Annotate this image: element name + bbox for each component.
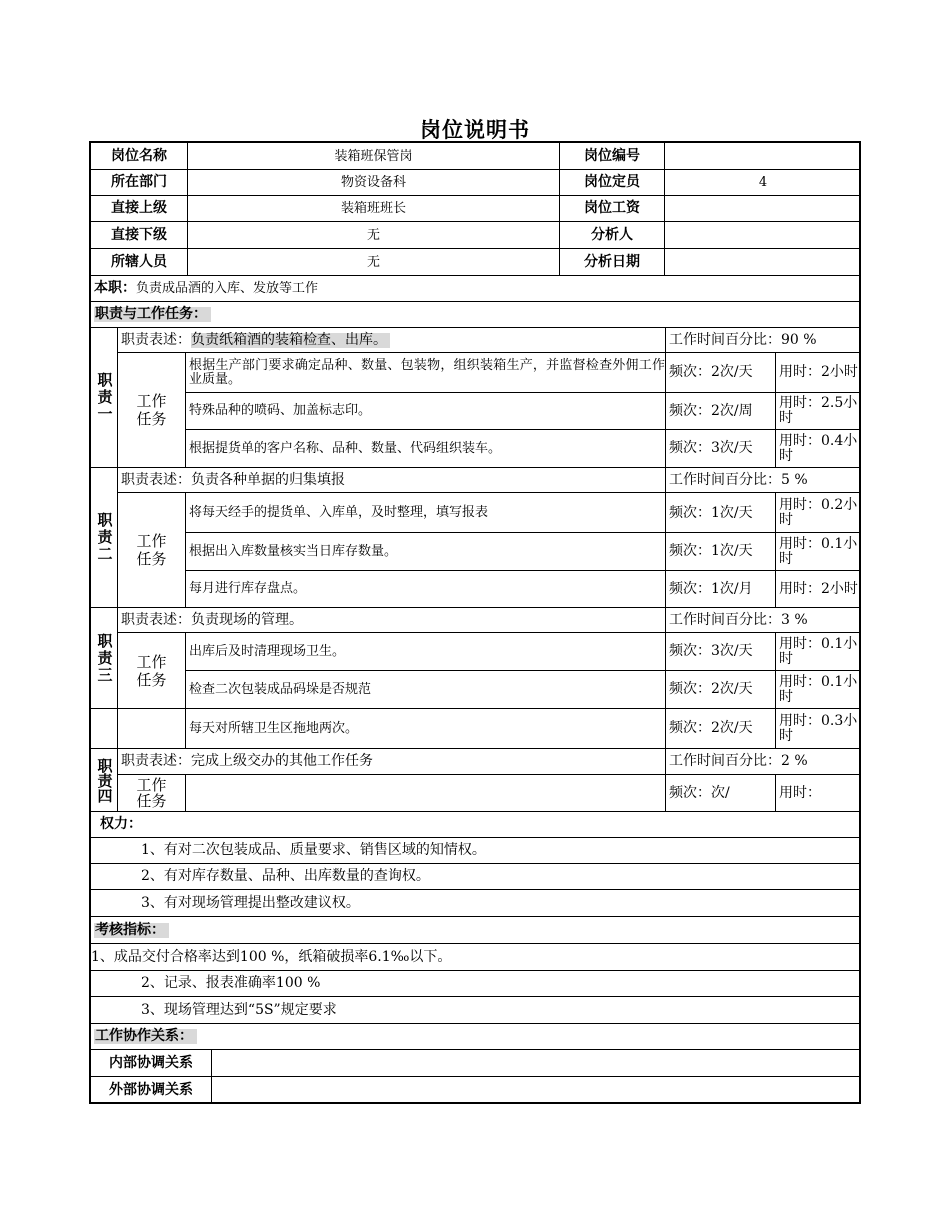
authority-item-1: 1、有对二次包装成品、质量要求、销售区域的知情权。 [91,838,861,864]
duty-3-name [91,608,118,709]
kpi-item-2: 2、记录、报表准确率100 % [91,971,861,997]
quota-label: 岗位定员 [560,170,665,196]
staff-label: 所辖人员 [91,249,188,276]
duty-4-task-label-text: 工作任务 [136,776,167,810]
post-no-value [665,143,861,170]
duty-2-task-2-freq: 频次：1次/天 [666,533,776,571]
duty-3-task-3: 每天对所辖卫生区拖地两次。 [186,709,666,749]
tasks-heading: 职责与工作任务： [94,307,211,322]
duty-4-percent: 工作时间百分比：2 % [666,749,861,775]
duty-3-percent: 工作时间百分比：3 % [666,608,861,633]
authority-item-2: 2、有对库存数量、品种、出库数量的查询权。 [91,864,861,890]
page-title: 岗位说明书 [420,118,530,142]
duty-1-name [91,328,118,468]
duty-1-task-3-time: 用时：0.4小时 [776,430,861,468]
duty-2-task-3-freq: 频次：1次/月 [666,571,776,608]
kpi-item-1: 1、成品交付合格率达到100 %，纸箱破损率6.1‰以下。 [91,944,861,971]
superior-value: 装箱班班长 [188,196,560,222]
blank-cell-b [118,709,186,749]
duty-4-name-text: 职责四 [95,757,114,803]
duty-1-task-2: 特殊品种的喷码、加盖标志印。 [186,393,666,430]
analyst-label: 分析人 [560,222,665,249]
duty-1-desc-label: 职责表述： [121,331,191,348]
duty-2-task-label [118,493,186,608]
authority-heading-row [91,812,861,838]
duty-3-task-label [118,633,186,709]
duty-3-task-3-time: 用时：0.3小时 [776,709,861,749]
coop-external-label: 外部协调关系 [91,1077,212,1104]
date-value [665,249,861,276]
duty-4-name [91,749,118,812]
duty-3-task-label-text: 工作任务 [136,652,167,689]
kpi-heading-row [91,917,861,944]
duty-2-task-3-time: 用时：2小时 [776,571,861,608]
duty-3-task-3-freq: 频次：2次/天 [666,709,776,749]
duty-3-name-text: 职责三 [95,632,114,684]
duty-3-desc: 负责现场的管理。 [191,611,303,628]
duty-2-name-text: 职责二 [95,512,114,563]
kpi-item-3: 3、现场管理达到“5S”规定要求 [91,997,861,1024]
wage-value [665,196,861,222]
wage-label: 岗位工资 [560,196,665,222]
post-name-value: 装箱班保管岗 [188,143,560,170]
duty-4-task-1-freq: 频次：次/ [666,775,776,812]
duty-4-task-1-time: 用时： [776,775,861,812]
date-label: 分析日期 [560,249,665,276]
duty-2-task-1-freq: 频次：1次/天 [666,493,776,533]
duty-3-task-2-time: 用时：0.1小时 [776,671,861,709]
authority-item-3: 3、有对现场管理提出整改建议权。 [91,890,861,917]
coop-label: 工作协作关系： [94,1029,197,1044]
duty-2-task-2-time: 用时：0.1小时 [776,533,861,571]
duty-2-task-1: 将每天经手的提货单、入库单，及时整理，填写报表 [186,493,666,533]
duty-summary-label: 本职： [94,280,136,296]
duty-2-task-label-text: 工作任务 [136,532,167,568]
duty-4-desc: 完成上级交办的其他工作任务 [191,753,373,769]
coop-internal-label: 内部协调关系 [91,1050,212,1077]
duty-3-task-2-freq: 频次：2次/天 [666,671,776,709]
coop-internal-value [212,1050,861,1077]
coop-heading-row [91,1024,861,1050]
duty-3-task-1-time: 用时：0.1小时 [776,633,861,671]
duty-4-desc-label: 职责表述： [121,753,191,769]
subordinate-value: 无 [188,222,560,249]
kpi-label: 考核指标： [94,923,169,938]
duty-1-task-label [118,353,186,468]
duty-2-task-1-time: 用时：0.2小时 [776,493,861,533]
post-no-label: 岗位编号 [560,143,665,170]
duty-1-desc-row [118,328,666,353]
duty-2-task-2: 根据出入库数量核实当日库存数量。 [186,533,666,571]
duty-2-task-3: 每月进行库存盘点。 [186,571,666,608]
authority-label: 权力： [100,816,142,832]
duty-2-desc-label: 职责表述： [121,471,191,488]
duty-1-task-2-freq: 频次：2次/周 [666,393,776,430]
duty-2-desc: 负责各种单据的归集填报 [191,471,345,488]
duty-1-task-2-time: 用时：2.5小时 [776,393,861,430]
analyst-value [665,222,861,249]
duty-3-desc-label: 职责表述： [121,611,191,628]
post-name-label: 岗位名称 [91,143,188,170]
duty-1-percent: 工作时间百分比：90 % [666,328,861,353]
duty-3-task-1: 出库后及时清理现场卫生。 [186,633,666,671]
duty-2-desc-row [118,468,666,493]
dept-label: 所在部门 [91,170,188,196]
subordinate-label: 直接下级 [91,222,188,249]
duty-3-task-1-freq: 频次：3次/天 [666,633,776,671]
duty-1-name-text: 职责一 [95,372,114,423]
dept-value: 物资设备科 [188,170,560,196]
coop-external-value [212,1077,861,1104]
duty-1-task-1-freq: 频次：2次/天 [666,353,776,393]
duty-1-desc: 负责纸箱酒的装箱检查、出库。 [191,333,390,348]
job-description-table [89,141,861,1104]
duty-2-percent: 工作时间百分比：5 % [666,468,861,493]
duty-1-task-3-freq: 频次：3次/天 [666,430,776,468]
staff-value: 无 [188,249,560,276]
tasks-heading-row [91,302,861,328]
duty-summary-text: 负责成品酒的入库、发放等工作 [136,281,319,296]
duty-1-task-3: 根据提货单的客户名称、品种、数量、代码组织装车。 [186,430,666,468]
duty-1-task-1: 根据生产部门要求确定品种、数量、包装物，组织装箱生产，并监督检查外佣工作业质量。 [186,353,666,393]
duty-4-task-label [118,775,186,812]
duty-4-task-1 [186,775,666,812]
duty-summary-row [91,276,861,302]
duty-3-task-2: 检查二次包装成品码垛是否规范 [186,671,666,709]
duty-1-task-label-text: 工作任务 [136,392,167,428]
duty-1-task-1-time: 用时：2小时 [776,353,861,393]
duty-3-desc-row [118,608,666,633]
duty-2-name [91,468,118,608]
blank-cell-a [91,709,118,749]
superior-label: 直接上级 [91,196,188,222]
quota-value: 4 [665,170,861,196]
duty-4-desc-row [118,749,666,775]
